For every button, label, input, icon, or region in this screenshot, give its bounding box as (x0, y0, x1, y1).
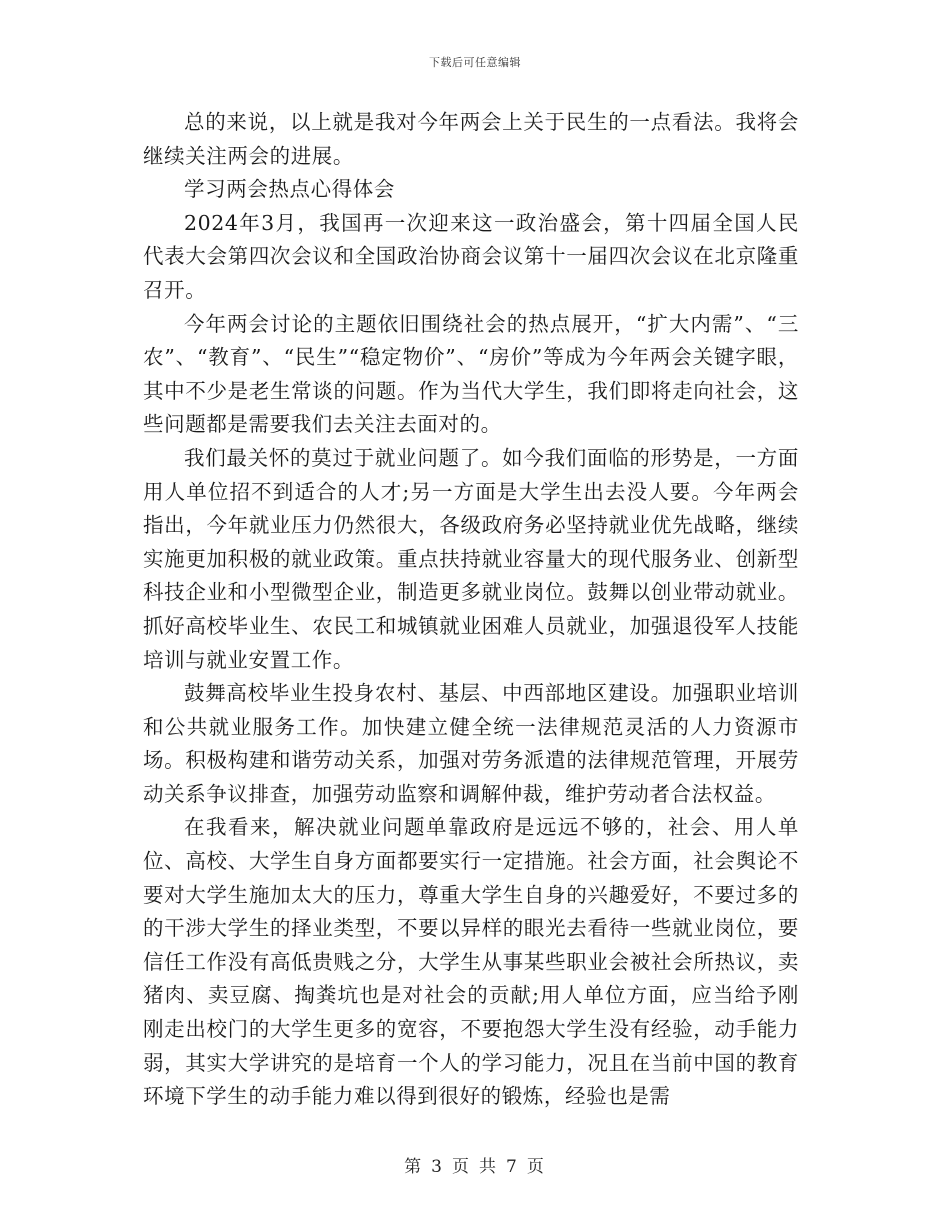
paragraph-encourage: 鼓舞高校毕业生投身农村、基层、中西部地区建设。加强职业培训和公共就业服务工作。加快建立健全统一法律规范灵活的人力资源市场。积极构建和谐劳动关系，加强对劳务派遣的法律规范管理，开展劳动关系争议排查，加强劳动监察和调解仲裁，维护劳动者合法权益。 (143, 681, 799, 806)
paragraph-intro: 2024年3月，我国再一次迎来这一政治盛会，第十四届全国人民代表大会第四次会议和全国政治协商会议第十一届四次会议在北京隆重召开。 (143, 210, 799, 302)
paragraph-closing: 总的来说，以上就是我对今年两会上关于民生的一点看法。我将会继续关注两会的进展。 (143, 110, 799, 168)
paragraph-employment: 我们最关怀的莫过于就业问题了。如今我们面临的形势是，一方面用人单位招不到适合的人才;另一方面是大学生出去没人要。今年两会指出，今年就业压力仍然很大，各级政府务必坚持就业优先战略，继续实施更加积极的就业政策。重点扶持就业容量大的现代服务业、创新型科技企业和小型微型企业，制造更多就业岗位。鼓舞以创业带动就业。抓好高校毕业生、农民工和城镇就业困难人员就业，加强退役军人技能培训与就业安置工作。 (143, 445, 799, 672)
footer-current-page: 3 (431, 1157, 444, 1177)
footer-page-word: 页 (452, 1157, 471, 1177)
paragraph-opinion: 在我看来，解决就业问题单靠政府是远远不够的，社会、用人单位、高校、大学生自身方面都要实行一定措施。社会方面，社会舆论不要对大学生施加太大的压力，尊重大学生自身的兴趣爱好，不要过多的的干涉大学生的择业类型，不要以异样的眼光去看待一些就业岗位，要信任工作没有高低贵贱之分，大学生从事某些职业会被社会所热议，卖猪肉、卖豆腐、掏粪坑也是对社会的贡献;用人单位方面，应当给予刚刚走出校门的大学生更多的宽容，不要抱怨大学生没有经验，动手能力弱，其实大学讲究的是培育一个人的学习能力，况且在当前中国的教育环境下学生的动手能力难以得到很好的锻炼，经验也是需 (143, 815, 799, 1109)
footer-total-prefix: 共 (479, 1157, 498, 1177)
section-title: 学习两会热点心得体会 (184, 177, 395, 202)
paragraph-topics: 今年两会讨论的主题依旧围绕社会的热点展开，“扩大内需”、“三农”、“教育”、“民生”“稳定物价”、“房价”等成为今年两会关键字眼，其中不少是老生常谈的问题。作为当代大学生，我们即将走向社会，这些问题都是需要我们去关注去面对的。 (143, 311, 799, 437)
document-body (143, 106, 799, 1114)
footer-suffix: 页 (526, 1157, 546, 1177)
footer-prefix: 第 (404, 1157, 424, 1177)
footer-total-pages: 7 (506, 1157, 519, 1177)
page-footer (0, 1152, 950, 1177)
page-header-note: 下载后可任意编辑 (429, 56, 521, 69)
